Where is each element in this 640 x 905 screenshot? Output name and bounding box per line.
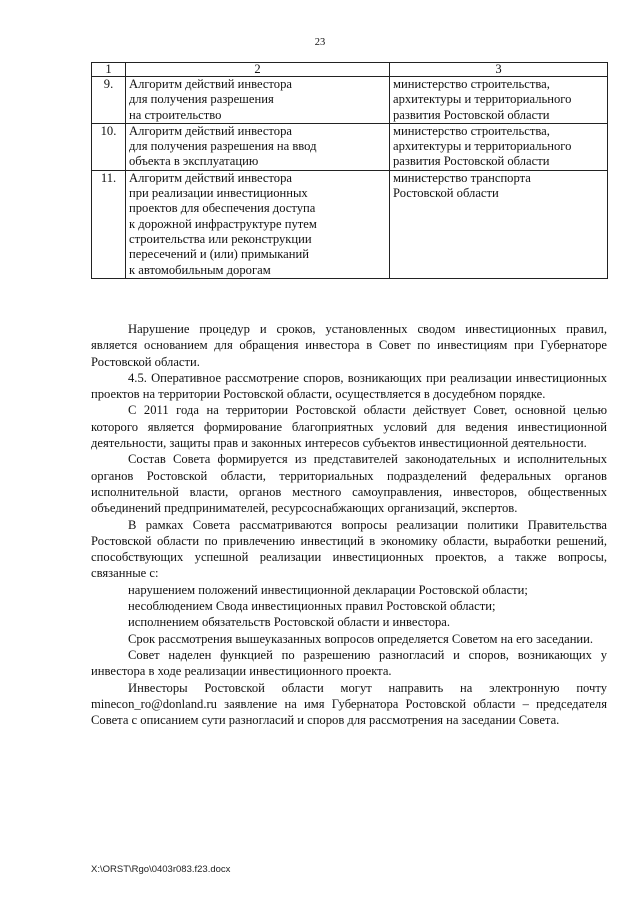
cell-line: на строительство <box>129 107 222 122</box>
paragraph-with-email: Инвесторы Ростовской области могут направить на электронную почту minecon_ro@donland.ru заявление на имя Губернатора Ростовской области – председателя Совета с описанием сути разногласий и споров для рассмотрения на заседании Совета. <box>91 680 607 728</box>
procedures-table <box>91 62 608 279</box>
paragraph: Совет наделен функцией по разрешению разногласий и споров, возникающих у инвестора в ходе реализации инвестиционного проекта. <box>91 647 607 679</box>
footer-file-path: X:\ORST\Rgo\0403r083.f23.docx <box>91 864 231 875</box>
cell-line: развития Ростовской области <box>393 107 550 122</box>
cell-line: объекта в эксплуатацию <box>129 154 259 169</box>
table-row <box>92 77 608 124</box>
responsible-cell <box>390 123 608 170</box>
page-number: 23 <box>314 37 326 48</box>
paragraph: Нарушение процедур и сроков, установленных сводом инвестиционных правил, является основанием для обращения инвестора в Совет по инвестициям при Губернаторе Ростовской области. <box>91 322 607 369</box>
header-col-1: 1 <box>92 63 126 77</box>
responsible-cell <box>390 170 608 278</box>
cell-line: при реализации инвестиционных <box>129 186 308 201</box>
paragraph: Состав Совета формируется из представителей законодательных и исполнительных органов Ростовской области, территориальных подразделений федеральных органов исполнительной власти, органов местного самоуправления, инвесторов, общественных объединений предпринимателей, ресурсоснабжающих организаций, экспертов. <box>91 452 607 516</box>
cell-line: министерство транспорта <box>393 170 531 185</box>
cell-line: архитектуры и территориального <box>393 92 572 107</box>
cell-line: к дорожной инфраструктуре путем <box>129 216 317 231</box>
paragraph: Срок рассмотрения вышеуказанных вопросов определяется Советом на его заседании. <box>128 631 594 646</box>
header-col-3: 3 <box>390 63 608 77</box>
cell-line: Алгоритм действий инвестора <box>129 77 292 91</box>
paragraph: В рамках Совета рассматриваются вопросы реализации политики Правительства Ростовской области по привлечению инвестиций в экономику области, выработки решений, способствующих успешной реализации инвестиционных проектов, а также вопросы, связанные с: <box>91 517 607 581</box>
header-col-2: 2 <box>126 63 390 77</box>
cell-line: строительства или реконструкции <box>129 231 312 246</box>
paragraph: 4.5. Оперативное рассмотрение споров, возникающих при реализации инвестиционных проектов на территории Ростовской области, осуществляется в досудебном порядке. <box>91 370 607 402</box>
cell-line: к автомобильным дорогам <box>129 262 271 277</box>
cell-line: пересечений и (или) примыканий <box>129 247 309 262</box>
cell-line: развития Ростовской области <box>393 154 550 169</box>
algorithm-cell <box>126 123 390 170</box>
algorithm-cell <box>126 77 390 124</box>
cell-line: для получения разрешения на ввод <box>129 139 317 154</box>
cell-line: министерство строительства, <box>393 123 550 138</box>
list-item: нарушением положений инвестиционной декларации Ростовской области; <box>128 582 528 597</box>
body-text <box>91 321 607 728</box>
list-item: несоблюдением Свода инвестиционных правил Ростовской области; <box>128 599 496 614</box>
cell-line: Ростовской области <box>393 186 499 201</box>
table-header-row <box>92 63 608 77</box>
row-number: 11. <box>92 170 126 278</box>
cell-line: проектов для обеспечения доступа <box>129 201 316 216</box>
table-row <box>92 170 608 278</box>
cell-line: для получения разрешения <box>129 92 274 107</box>
list-item: исполнением обязательств Ростовской области и инвестора. <box>128 615 451 630</box>
table-row <box>92 123 608 170</box>
paragraph: С 2011 года на территории Ростовской области действует Совет, основной целью которого является формирование благоприятных условий для ведения инвестиционной деятельности, защиты прав и законных интересов субъектов инвестиционной деятельности. <box>91 403 607 451</box>
cell-line: Алгоритм действий инвестора <box>129 170 292 185</box>
algorithm-cell <box>126 170 390 278</box>
row-number: 9. <box>92 77 126 124</box>
cell-line: архитектуры и территориального <box>393 139 572 154</box>
cell-line: министерство строительства, <box>393 77 550 91</box>
row-number: 10. <box>92 123 126 170</box>
responsible-cell <box>390 77 608 124</box>
cell-line: Алгоритм действий инвестора <box>129 123 292 138</box>
